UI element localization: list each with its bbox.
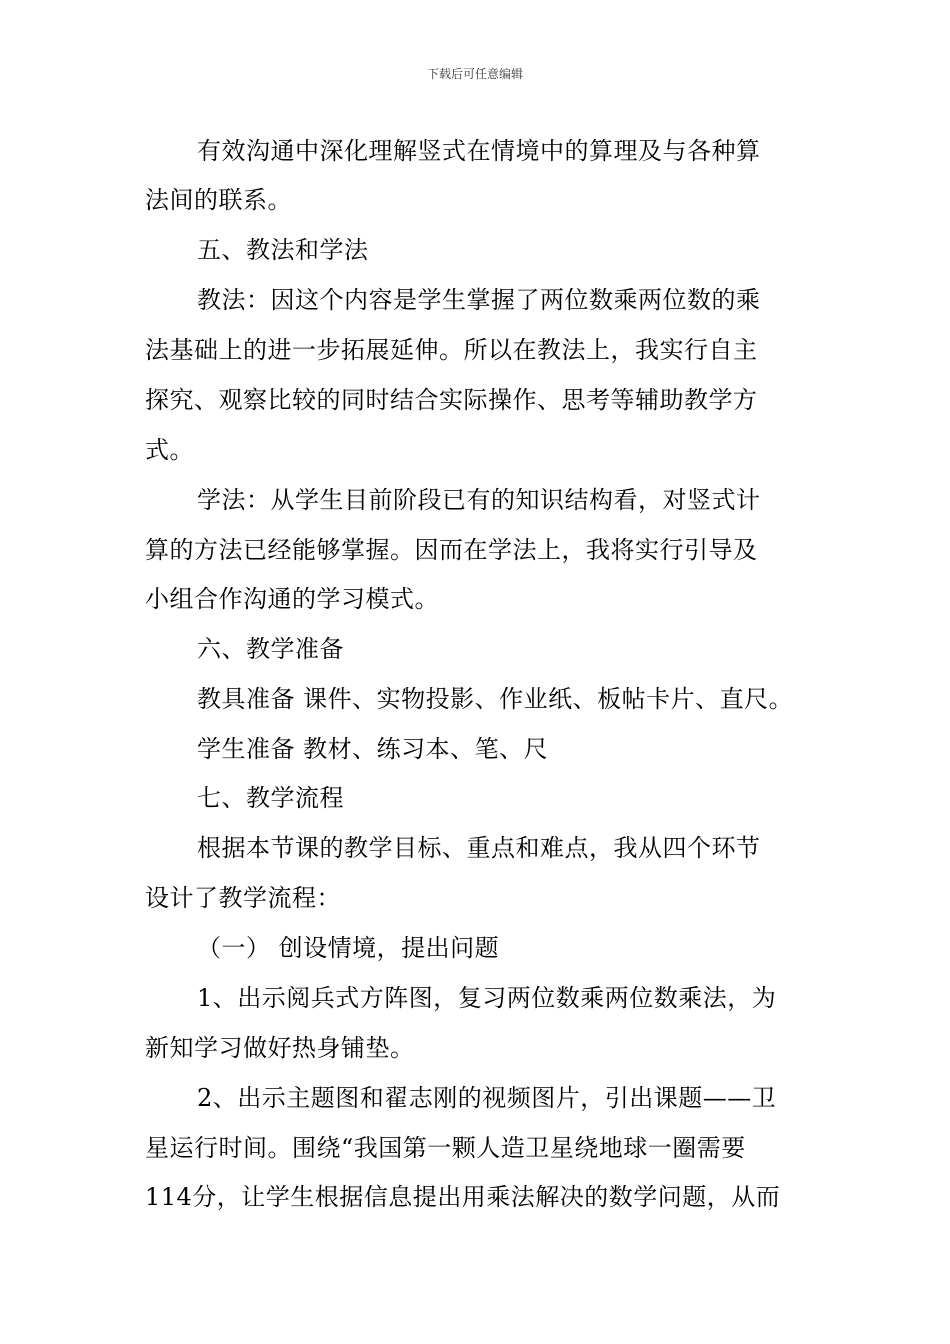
body-line: 根据本节课的教学目标、重点和难点，我从四个环节 (197, 834, 761, 862)
body-line: 设计了教学流程： (145, 884, 341, 912)
body-line: 114分，让学生根据信息提出用乘法解决的数学问题，从而 (145, 1183, 781, 1211)
body-line: 教法：因这个内容是学生掌握了两位数乘两位数的乘 (197, 286, 761, 314)
body-line: 式。 (145, 436, 194, 464)
body-line: 算的方法已经能够掌握。因而在学法上，我将实行引导及 (145, 536, 758, 564)
body-line: 法间的联系。 (145, 186, 292, 214)
body-line: 学法：从学生目前阶段已有的知识结构看，对竖式计 (197, 486, 761, 514)
subsection-heading: （一） 创设情境，提出问题 (197, 934, 500, 962)
body-line: 法基础上的进一步拓展延伸。所以在教法上，我实行自主 (145, 336, 758, 364)
body-line: 有效沟通中深化理解竖式在情境中的算理及与各种算 (197, 137, 761, 165)
body-line: 教具准备 课件、实物投影、作业纸、板帖卡片、直尺。 (197, 685, 794, 713)
body-line: 2、出示主题图和翟志刚的视频图片，引出课题——卫 (197, 1084, 777, 1112)
section-heading: 七、教学流程 (197, 784, 344, 812)
body-line: 探究、观察比较的同时结合实际操作、思考等辅助教学方 (145, 386, 758, 414)
body-line: 新知学习做好热身铺垫。 (145, 1034, 415, 1062)
body-line: 学生准备 教材、练习本、笔、尺 (197, 735, 549, 763)
body-line: 1、出示阅兵式方阵图，复习两位数乘两位数乘法，为 (197, 984, 777, 1012)
section-heading: 五、教法和学法 (197, 236, 369, 264)
body-line: 小组合作沟通的学习模式。 (145, 585, 439, 613)
body-line: 星运行时间。围绕“我国第一颗人造卫星绕地球一圈需要 (145, 1134, 746, 1162)
page-header: 下载后可任意编辑 (426, 67, 523, 81)
section-heading: 六、教学准备 (197, 635, 344, 663)
